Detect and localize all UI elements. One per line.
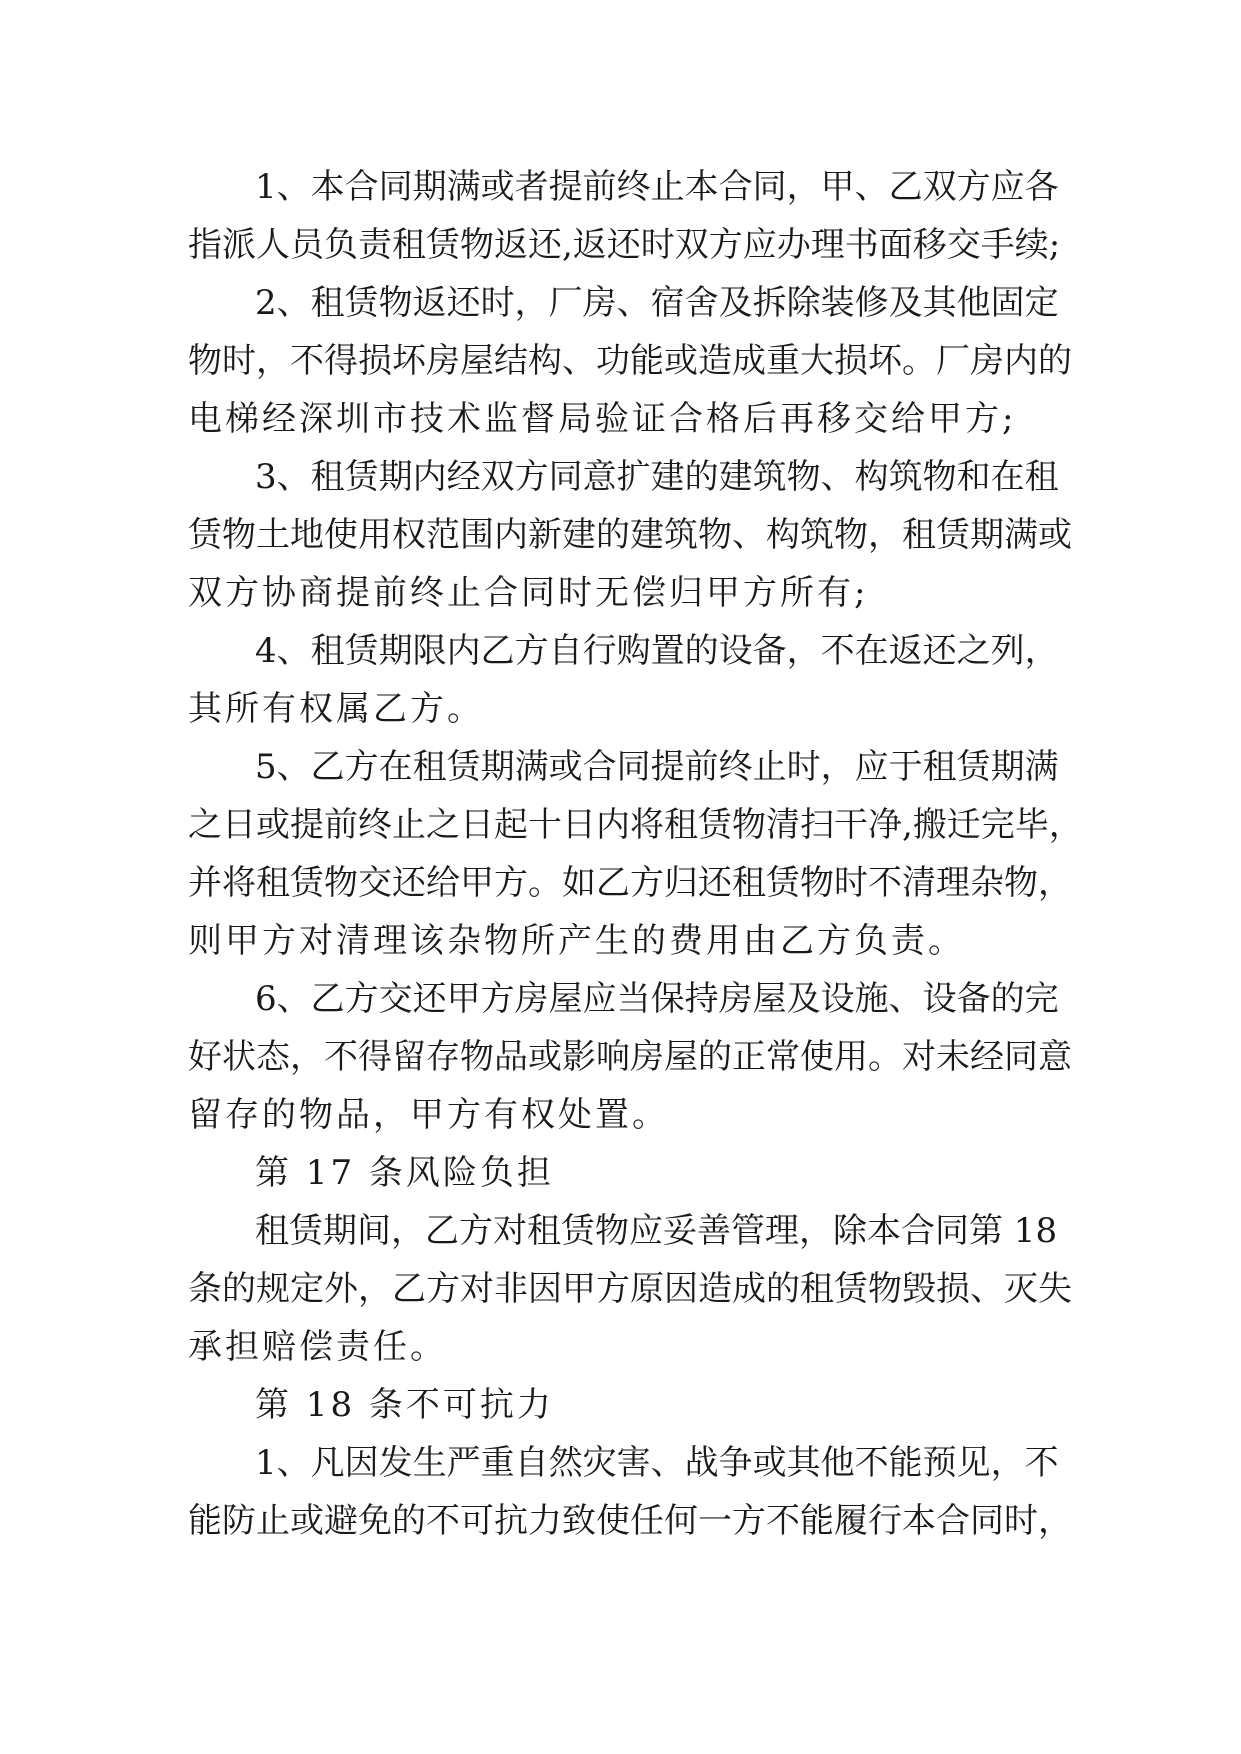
paragraph-line: 1、凡因发生严重自然灾害、战争或其他不能预见，不 (255, 1443, 1059, 1483)
paragraph-line: 承担赔偿责任。 (188, 1327, 447, 1367)
paragraph-line: 1、本合同期满或者提前终止本合同，甲、乙双方应各 (255, 167, 1059, 207)
paragraph-line: 电梯经深圳市技术监督局验证合格后再移交给甲方; (188, 399, 1017, 439)
paragraph-line: 好状态，不得留存物品或影响房屋的正常使用。对未经同意 (188, 1037, 1072, 1077)
paragraph-line: 指派人员负责租赁物返还,返还时双方应办理书面移交手续; (188, 225, 1061, 265)
paragraph-line: 5、乙方在租赁期满或合同提前终止时，应于租赁期满 (255, 747, 1059, 787)
paragraph-line: 双方协商提前终止合同时无偿归甲方所有; (188, 573, 869, 613)
paragraph-line: 条的规定外，乙方对非因甲方原因造成的租赁物毁损、灭失 (188, 1269, 1072, 1309)
paragraph-line: 赁物土地使用权范围内新建的建筑物、构筑物，租赁期满或 (188, 515, 1072, 555)
paragraph-line: 物时，不得损坏房屋结构、功能或造成重大损坏。厂房内的 (188, 341, 1072, 381)
paragraph-line: 并将租赁物交还给甲方。如乙方归还租赁物时不清理杂物， (188, 863, 1072, 903)
paragraph-line: 之日或提前终止之日起十日内将租赁物清扫干净,搬迁完毕， (188, 805, 1083, 845)
paragraph-line: 3、租赁期内经双方同意扩建的建筑物、构筑物和在租 (255, 457, 1059, 497)
paragraph-line: 能防止或避免的不可抗力致使任何一方不能履行本合同时， (188, 1501, 1072, 1541)
paragraph-line: 6、乙方交还甲方房屋应当保持房屋及设施、设备的完 (255, 979, 1059, 1019)
paragraph-line: 其所有权属乙方。 (188, 689, 484, 729)
paragraph-line: 2、租赁物返还时，厂房、宿舍及拆除装修及其他固定 (255, 283, 1059, 323)
paragraph-line: 租赁期间，乙方对租赁物应妥善管理，除本合同第 18 (255, 1211, 1058, 1251)
section-heading: 第 17 条风险负担 (255, 1153, 554, 1193)
section-heading: 第 18 条不可抗力 (255, 1385, 554, 1425)
paragraph-line: 留存的物品，甲方有权处置。 (188, 1095, 669, 1135)
paragraph-line: 则甲方对清理该杂物所产生的费用由乙方负责。 (188, 921, 965, 961)
paragraph-line: 4、租赁期限内乙方自行购置的设备，不在返还之列， (255, 631, 1059, 671)
